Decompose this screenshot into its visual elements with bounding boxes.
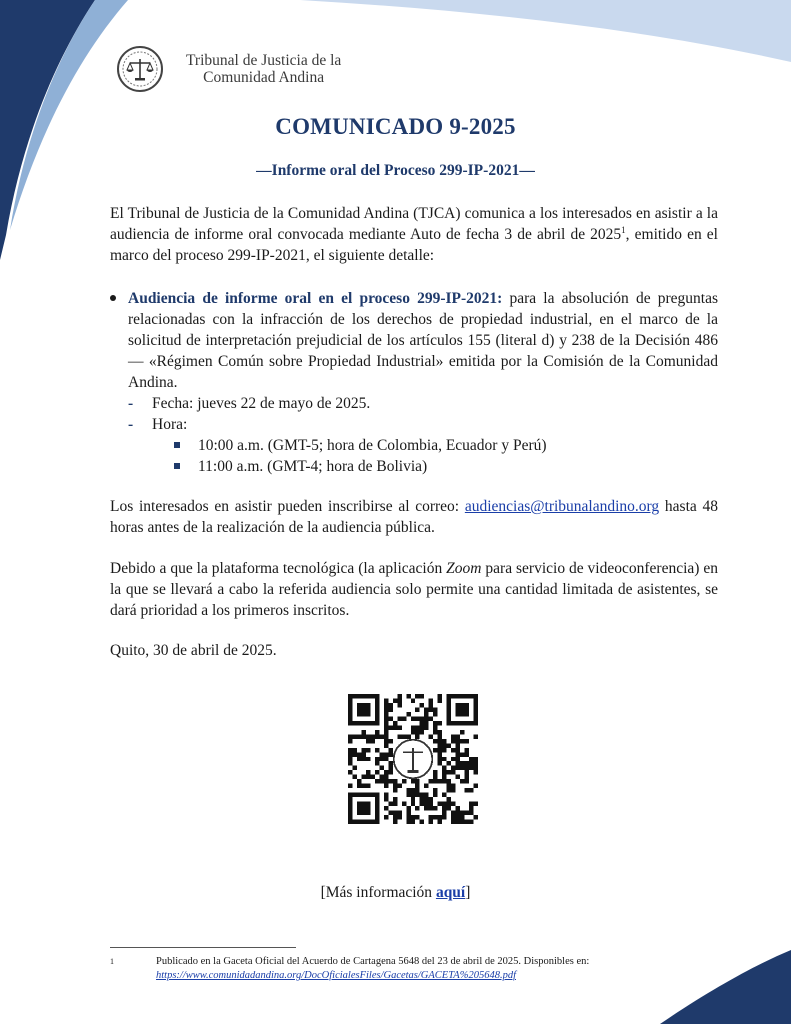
organization-name <box>186 52 341 86</box>
footnote-link[interactable]: https://www.comunidadandina.org/DocOficialesFiles/Gacetas/GACETA%205648.pdf <box>156 970 516 981</box>
registration-text-end: hasta 48 horas antes de la realización de la audiencia pública. <box>110 498 718 536</box>
place-date: Quito, 30 de abril de 2025. <box>110 642 277 659</box>
more-info-link[interactable]: aquí <box>435 884 466 901</box>
dash-icon: - <box>128 416 134 433</box>
qr-code-icon[interactable] <box>348 694 478 824</box>
intro-paragraph <box>110 203 718 266</box>
footnote <box>110 955 710 983</box>
date-row <box>128 393 718 414</box>
footnote-divider <box>110 947 296 948</box>
org-name-line2: Comunidad Andina <box>203 69 325 86</box>
hearing-time-label: Hora: <box>152 416 188 433</box>
square-bullet-icon <box>174 463 180 469</box>
square-bullet-icon <box>174 442 180 448</box>
more-info <box>0 884 791 902</box>
hearing-date: Fecha: jueves 22 de mayo de 2025. <box>152 395 371 412</box>
time-item <box>174 435 718 456</box>
org-name-line1: Tribunal de Justicia de la <box>186 52 342 69</box>
registration-email-link[interactable]: audiencias@tribunalandino.org <box>464 498 660 515</box>
registration-paragraph <box>110 496 718 538</box>
footnote-text: Publicado en la Gaceta Oficial del Acuerdo de Cartagena 5648 del 23 de abril de 2025. Disponibles en: <box>156 956 590 967</box>
platform-paragraph <box>110 558 718 621</box>
time-item <box>174 456 718 477</box>
tribunal-seal-icon <box>116 45 164 93</box>
hearing-text: para la absolución de preguntas relacionadas con la infracción de los derechos de propiedad industrial, en el marco de la solicitud de interpretación prejudicial de los artículos 155 (literal d) y 238 de la Decisión 486 — «Régimen Común sobre Propiedad Industrial» emitida por la Comisión de la Comunidad Andina. <box>128 290 718 391</box>
more-info-open: [Más información <box>320 884 436 901</box>
footnote-ref[interactable]: 1 <box>621 224 626 235</box>
intro-text-end: , emitido en el marco del proceso 299-IP-2021, el siguiente detalle: <box>110 226 718 264</box>
intro-text: El Tribunal de Justicia de la Comunidad Andina (TJCA) comunica a los interesados en asistir a la audiencia de informe oral convocada mediante Auto de fecha 3 de abril de 2025 <box>110 205 718 243</box>
registration-text: Los interesados en asistir pueden inscribirse al correo: <box>110 498 465 515</box>
page-subtitle: —Informe oral del Proceso 299-IP-2021— <box>256 162 535 179</box>
time-bolivia: 11:00 a.m. (GMT-4; hora de Bolivia) <box>198 458 428 475</box>
top-right-swoosh <box>300 0 791 62</box>
zoom-app-name: Zoom <box>446 560 482 577</box>
footnote-body <box>156 955 710 983</box>
page-title: COMUNICADO 9-2025 <box>275 114 516 139</box>
hearing-heading: Audiencia de informe oral en el proceso 299-IP-2021: <box>128 290 503 307</box>
time-row <box>128 414 718 435</box>
time-colombia-ecuador-peru: 10:00 a.m. (GMT-5; hora de Colombia, Ecuador y Perú) <box>198 437 547 454</box>
hearing-description <box>128 288 718 393</box>
more-info-close: ] <box>465 884 471 901</box>
hearing-details <box>110 288 718 477</box>
footnote-number: 1 <box>110 957 114 966</box>
platform-text-end: para servicio de videoconferencia) en la que se llevará a cabo la referida audiencia solo permite una cantidad limitada de asistentes, se dará prioridad a los primeros inscritos. <box>110 560 718 619</box>
platform-text: Debido a que la plataforma tecnológica (la aplicación <box>110 560 447 577</box>
bullet-icon <box>110 295 116 301</box>
dash-icon: - <box>128 395 134 412</box>
